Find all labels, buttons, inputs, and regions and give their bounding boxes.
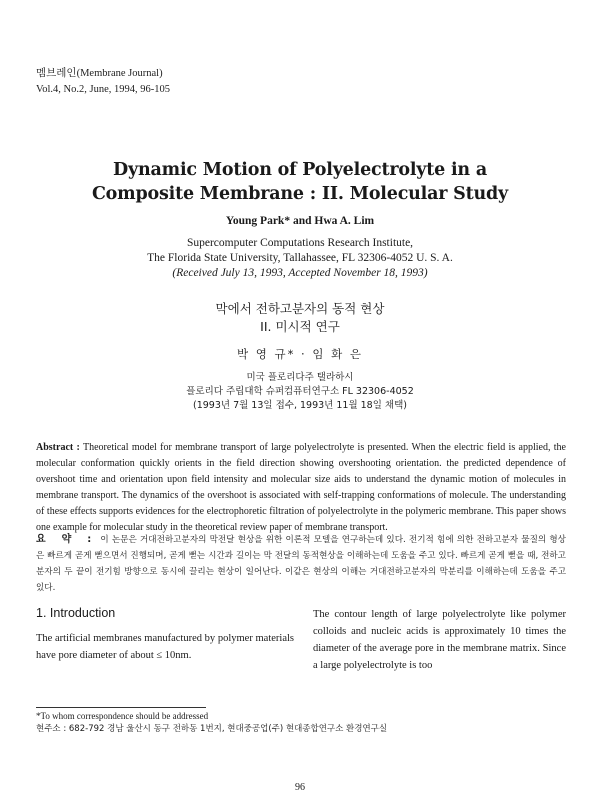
korean-title-line-1: 막에서 전하고분자의 동적 현상 <box>215 301 385 316</box>
korean-abstract <box>36 532 566 596</box>
journal-volume: Vol.4, No.2, June, 1994, 96-105 <box>36 84 170 95</box>
korean-title <box>0 300 600 336</box>
korean-title-line-2: II. 미시적 연구 <box>260 319 340 334</box>
received-dates: (Received July 13, 1993, Accepted November 18, 1993) <box>172 267 428 279</box>
page-number: 96 <box>295 782 305 793</box>
korean-affiliation-line-1: 미국 플로리다주 탤라하시 <box>246 372 354 383</box>
section-heading: 1. Introduction <box>36 606 116 620</box>
korean-affiliation <box>0 371 600 413</box>
affiliation-line-2: The Florida State University, Tallahassee, FL 32306-4052 U. S. A. <box>147 252 453 264</box>
affiliation-line-1: Supercomputer Computations Research Institute, <box>186 237 414 249</box>
footnote-address: 현주소 : 682-792 경남 울산시 동구 전하동 1번지, 현대중공업(주) 현대종합연구소 환경연구실 <box>36 724 388 734</box>
footnote-divider <box>36 707 206 708</box>
journal-header <box>36 66 170 98</box>
title-line-1: Dynamic Motion of Polyelectrolyte in a <box>113 160 487 180</box>
journal-name: 멤브레인(Membrane Journal) <box>36 68 163 79</box>
korean-affiliation-line-2: 플로리다 주립대학 슈퍼컴퓨터연구소 FL 32306-4052 <box>186 386 414 397</box>
intro-left-column: The artificial membranes manufactured by polymer materials have pore diameter of about ≤ 10nm. <box>36 633 294 661</box>
affiliation <box>0 236 600 281</box>
footnote-correspondence: *To whom correspondence should be addressed <box>36 711 209 721</box>
korean-abstract-label: 요 약 : <box>36 534 98 545</box>
title-line-2: Composite Membrane : II. Molecular Study <box>91 184 509 204</box>
abstract-text: Theoretical model for membrane transport of large polyelectrolyte is presented. When the electric field is applied, the molecular conformation quickly orients in the field direction showing overshooting orientation. the predicted dependence of overshoot time and orientation upon field intensity and molecular size aids to understand the dynamic motion of molecules in membrane transport. The dynamics of the overshoot is associated with self-trapping conformations of molecule. The understanding of these effects supports evidences for the electrophoretic filtration of polyelectrolyte in the polymeric membrane. This paper shows one example for molecular study in the theoretical review paper of membrane transport. <box>36 442 566 533</box>
abstract-label: Abstract : <box>36 442 80 453</box>
abstract <box>36 440 566 536</box>
authors: Young Park* and Hwa A. Lim <box>225 215 375 227</box>
korean-affiliation-line-3: (1993년 7월 13일 접수, 1993년 11월 18일 채택) <box>192 400 407 411</box>
paper-title <box>0 158 600 206</box>
intro-right-column: The contour length of large polyelectrolyte like polymer colloids and nucleic acids is approximately 10 times the diameter of the average pore in the membrane matrix. Since a large polyelectrolyte is too <box>313 609 566 671</box>
korean-authors: 박 영 규* · 임 화 은 <box>237 347 363 361</box>
korean-abstract-text: 이 논문은 거대전하고분자의 막전달 현상을 위한 이론적 모델을 연구하는데 있다. 전기적 힘에 의한 전하고분자 물질의 형상은 빠르게 곧게 뻗으면서 진행되며, 곧게 뻗는 시간과 길이는 막 전달의 동적현상을 이해하는데 도움을 주고 있다. 빠르게 곧게 뻗을 때, 전하고분자의 두 끝이 전기힘 방향으로 동시에 끌리는 현상이 일어난다. 이같은 현상의 이해는 거대전하고분자의 막분리를 이해하는데 도움을 주고 있다. <box>36 535 566 593</box>
